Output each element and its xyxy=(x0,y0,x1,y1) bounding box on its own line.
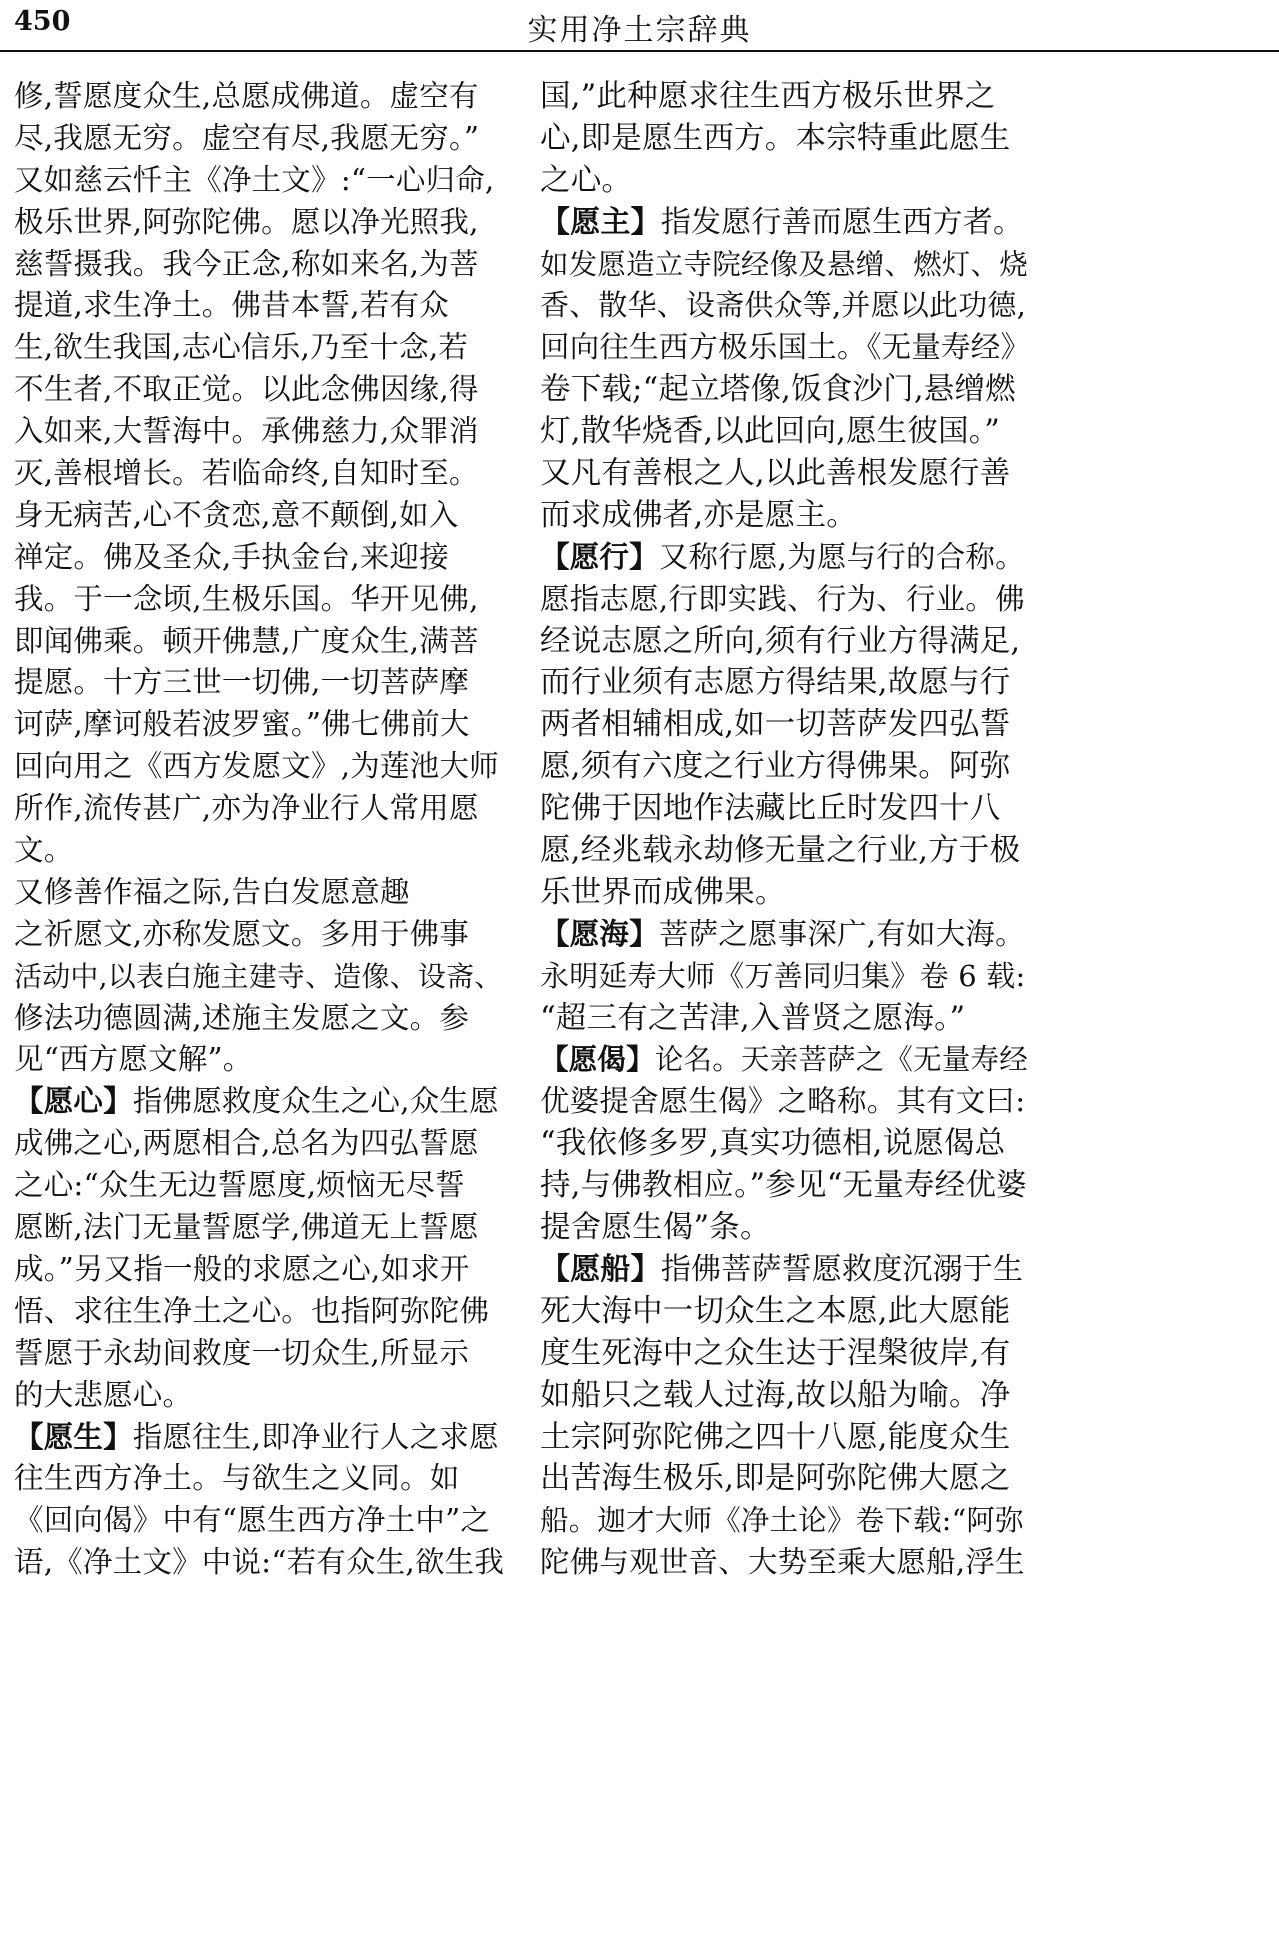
text-line: 如船只之载人过海,故以船为喻。净 xyxy=(540,1377,1011,1413)
text-line: 极乐世界,阿弥陀佛。愿以净光照我, xyxy=(14,204,479,239)
text-line: 而行业须有志愿方得结果,故愿与行 xyxy=(540,665,1011,701)
book-title: 实用净土宗辞典 xyxy=(527,13,752,48)
text-line: 活动中,以表白施主建寺、造像、设斋、 xyxy=(14,959,503,993)
text-line: 陀佛于因地作法藏比丘时发四十八 xyxy=(540,791,1001,827)
text-line: 【愿主】指发愿行善而愿生西方者。 xyxy=(540,204,1024,240)
text-line: 提道,求生净土。佛昔本誓,若有众 xyxy=(14,288,449,323)
text-line: 所作,流传甚广,亦为净业行人常用愿 xyxy=(14,791,479,826)
text-line: 提愿。十方三世一切佛,一切菩萨摩 xyxy=(14,665,470,700)
text-line: 愿断,法门无量誓愿学,佛道无上誓愿 xyxy=(14,1210,479,1245)
text-line: 卷下载;“起立塔像,饭食沙门,悬缯燃 xyxy=(540,372,1016,408)
page-header xyxy=(0,0,1279,52)
text-line: 文。 xyxy=(14,833,74,868)
text-line: 陀佛与观世音、大势至乘大愿船,浮生 xyxy=(540,1545,1025,1580)
text-line: 【愿生】指愿往生,即净业行人之求愿 xyxy=(14,1419,499,1454)
text-line: 灯,散华烧香,以此回向,愿生彼国。” xyxy=(540,414,1001,450)
text-line: 永明延寿大师《万善同归集》卷 6 载: xyxy=(540,958,1026,993)
text-line: 愿指志愿,行即实践、行为、行业。佛 xyxy=(540,581,1025,616)
text-line: 回向用之《西方发愿文》,为莲池大师 xyxy=(14,749,499,784)
text-line: 愿,须有六度之行业方得佛果。阿弥 xyxy=(540,749,1011,785)
text-line: 持,与佛教相应。”参见“无量寿经优婆 xyxy=(540,1168,1027,1204)
text-line: 誓愿于永劫间救度一切众生,所显示 xyxy=(14,1335,470,1370)
entry-headword: 【愿船】 xyxy=(540,1251,661,1287)
text-line: 慈誓摄我。我今正念,称如来名,为菩 xyxy=(14,246,479,281)
text-line: 香、散华、设斋供众等,并愿以此功德, xyxy=(540,288,1027,323)
page-number: 450 xyxy=(14,6,71,37)
text-line: 出苦海生极乐,即是阿弥陀佛大愿之 xyxy=(540,1461,1011,1497)
entry-headword: 【愿主】 xyxy=(540,204,661,240)
text-line: 又修善作福之际,告白发愿意趣 xyxy=(14,874,410,909)
text-line: 乐世界而成佛果。 xyxy=(540,874,786,910)
text-line: 船。迦才大师《净土论》卷下载:“阿弥 xyxy=(540,1504,1024,1538)
text-line: “超三有之苦津,入普贤之愿海。” xyxy=(540,1000,966,1036)
text-line: 如发愿造立寺院经像及悬缯、燃灯、烧 xyxy=(540,247,1028,281)
text-line: 语,《净土文》中说:“若有众生,欲生我 xyxy=(14,1545,505,1580)
text-line: 两者相辅相成,如一切菩萨发四弘誓 xyxy=(540,707,1011,743)
text-line: 我。于一念顷,生极乐国。华开见佛, xyxy=(14,581,479,616)
entry-headword: 【愿行】 xyxy=(540,539,659,574)
text-line: 入如来,大誓海中。承佛慈力,众罪消 xyxy=(14,414,479,449)
text-line: 愿,经兆载永劫修无量之行业,方于极 xyxy=(540,833,1021,869)
text-line: 往生西方净土。与欲生之义同。如 xyxy=(14,1461,460,1496)
text-line: 又凡有善根之人,以此善根发愿行善 xyxy=(540,456,1011,492)
text-line: 之祈愿文,亦称发愿文。多用于佛事 xyxy=(14,916,470,951)
text-line: 优婆提舍愿生偈》之略称。其有文曰: xyxy=(540,1084,1026,1119)
text-line: 国,”此种愿求往生西方极乐世界之 xyxy=(540,79,996,114)
text-line: 度生死海中之众生达于涅槃彼岸,有 xyxy=(540,1335,1011,1371)
text-line: 《回向偈》中有“愿生西方净土中”之 xyxy=(14,1503,491,1538)
text-line: 悟、求往生净土之心。也指阿弥陀佛 xyxy=(14,1293,490,1328)
text-line: 之心。 xyxy=(540,162,633,198)
text-line: 成。”另又指一般的求愿之心,如求开 xyxy=(14,1251,470,1286)
right-column xyxy=(540,76,1030,1584)
text-line: 的大悲愿心。 xyxy=(14,1377,193,1412)
text-line: 提舍愿生偈”条。 xyxy=(540,1210,771,1246)
text-line: 回向往生西方极乐国土。《无量寿经》 xyxy=(540,330,1031,365)
text-line: 之心:“众生无边誓愿度,烦恼无尽誓 xyxy=(14,1168,465,1203)
text-line: 【愿船】指佛菩萨誓愿救度沉溺于生 xyxy=(540,1251,1024,1287)
text-line: 经说志愿之所向,须有行业方得满足, xyxy=(540,623,1021,659)
entry-headword: 【愿海】 xyxy=(540,916,659,951)
text-line: 心,即是愿生西方。本宗特重此愿生 xyxy=(540,120,1011,156)
text-line: 不生者,不取正觉。以此念佛因缘,得 xyxy=(14,372,479,407)
text-line: 修,誓愿度众生,总愿成佛道。虚空有 xyxy=(14,79,479,113)
text-line: 成佛之心,两愿相合,总名为四弘誓愿 xyxy=(14,1126,479,1161)
text-line: “我依修多罗,真实功德相,说愿偈总 xyxy=(540,1126,1006,1162)
text-line: 【愿偈】论名。天亲菩萨之《无量寿经 xyxy=(540,1043,1028,1077)
text-line: 【愿行】又称行愿,为愿与行的合称。 xyxy=(540,539,1025,574)
text-line: 死大海中一切众生之本愿,此大愿能 xyxy=(540,1293,1011,1329)
text-line: 诃萨,摩诃般若波罗蜜。”佛七佛前大 xyxy=(14,707,470,742)
entry-headword: 【愿生】 xyxy=(14,1419,133,1454)
text-line: 【愿海】菩萨之愿事深广,有如大海。 xyxy=(540,916,1025,951)
text-line: 身无病苦,心不贪恋,意不颠倒,如入 xyxy=(14,497,459,532)
left-column xyxy=(14,76,504,1584)
text-line: 尽,我愿无穷。虚空有尽,我愿无穷。” xyxy=(14,120,480,155)
entry-headword: 【愿偈】 xyxy=(540,1043,655,1077)
text-line: 生,欲生我国,志心信乐,乃至十念,若 xyxy=(14,330,469,365)
text-line: 见“西方愿文解”。 xyxy=(14,1042,253,1077)
text-line: 修法功德圆满,述施主发愿之文。参 xyxy=(14,1000,470,1035)
text-line: 灭,善根增长。若临命终,自知时至。 xyxy=(14,456,479,491)
text-line: 禅定。佛及圣众,手执金台,来迎接 xyxy=(14,539,449,574)
text-line: 【愿心】指佛愿救度众生之心,众生愿 xyxy=(14,1084,499,1119)
text-line: 即闻佛乘。顿开佛慧,广度众生,满菩 xyxy=(14,623,479,658)
entry-headword: 【愿心】 xyxy=(14,1084,133,1119)
text-line: 土宗阿弥陀佛之四十八愿,能度众生 xyxy=(540,1419,1011,1455)
text-line: 而求成佛者,亦是愿主。 xyxy=(540,497,857,533)
text-line: 又如慈云忏主《净土文》:“一心归命, xyxy=(14,162,495,197)
